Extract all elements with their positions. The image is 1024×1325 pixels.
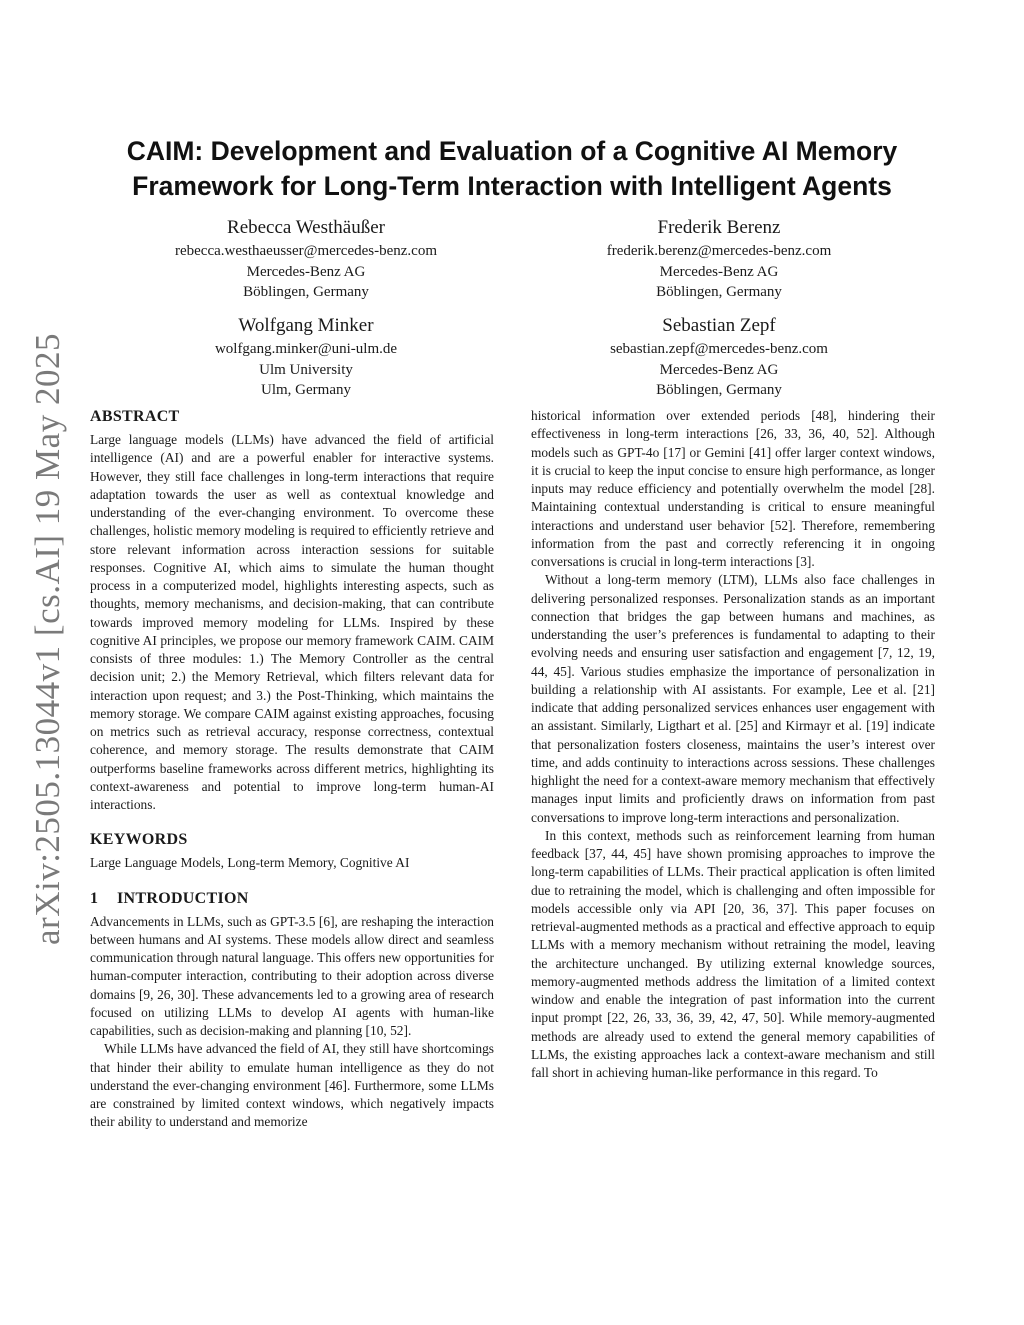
intro-paragraph: While LLMs have advanced the field of AI, they still have shortcomings that hinder their ability to emulate human intelligence as they do not understand the ever-changing environment [46]. Furthermore, some LLMs are constrained by limited context windows, which negatively impacts their ability to understand and memorize xyxy=(90,1041,494,1130)
keywords-text: Large Language Models, Long-term Memory, Cognitive AI xyxy=(90,855,410,871)
author-affiliation: Mercedes-Benz AG xyxy=(659,361,779,378)
author-location: Böblingen, Germany xyxy=(656,284,782,300)
author-email[interactable]: frederik.berenz@mercedes-benz.com xyxy=(606,243,832,259)
author-name: Sebastian Zepf xyxy=(662,315,776,336)
intro-paragraph: Advancements in LLMs, such as GPT-3.5 [6], are reshaping the interaction between humans and AI systems. These models allow direct and seamless communication through natural language. This offers new opportunities for human-computer interaction, contributing to their adoption across diverse domains [9, 26, 30]. These advancements led to a growing area of research focused on utilizing LLMs to develop AI agents with human-like capabilities, such as decision-making and planning [10, 52]. xyxy=(90,913,494,1038)
author-name: Frederik Berenz xyxy=(657,217,781,238)
body-paragraph: In this context, methods such as reinforcement learning from human feedback [37, 44, 45] have shown promising approaches to improve the long-term capabilities of LLMs. Their practical application is often limited due to retraining the model, which is challenging and often impossible for models accessible only via API [20, 36, 37]. This paper focuses on retrieval-augmented methods as a practical and effective approach to equip LLMs with a memory mechanism without retraining the model, leaving the architecture unchanged. By utilizing external knowledge sources, memory-augmented methods address the limitation of a limited context window and enable the integration of past information into the current input prompt [22, 26, 33, 36, 39, 42, 47, 50]. While memory-augmented methods are already used to extend the general memory capabilities of LLMs, the existing approaches lack a context-aware mechanism and still fall short in achieving human-like performance in this regard. To xyxy=(531,827,935,1080)
right-column xyxy=(531,407,935,1082)
author-name: Rebecca Westhäußer xyxy=(227,217,385,238)
section-title: INTRODUCTION xyxy=(117,889,249,907)
author-affiliation: Mercedes-Benz AG xyxy=(659,263,779,280)
author-email[interactable]: rebecca.westhaeusser@mercedes-benz.com xyxy=(174,243,437,259)
author-block xyxy=(91,216,521,303)
author-affiliation: Ulm University xyxy=(259,361,353,378)
author-block xyxy=(504,216,934,303)
introduction-heading xyxy=(90,889,494,909)
author-name: Wolfgang Minker xyxy=(238,315,374,336)
title-line: CAIM: Development and Evaluation of a Cognitive AI Memory xyxy=(126,136,898,166)
abstract-text: Large language models (LLMs) have advanced the field of artificial intelligence (AI) and are a powerful enabler for interactive systems. However, they still face challenges in long-term interactions that require adaptation towards the user as well as contextual knowledge and understanding of the ever-changing environment. To overcome these challenges, holistic memory modeling is required to efficiently retrieve and store relevant information across interaction sessions for suitable responses. Cognitive AI, which aims to simulate the human thought process in a computerized model, highlights interesting aspects, such as thoughts, memory mechanisms, and decision-making, that can contribute towards improved memory modeling for LLMs. Inspired by these cognitive AI principles, we propose our memory framework CAIM. CAIM consists of three modules: 1.) The Memory Controller as the central decision unit; 2.) the Memory Retrieval, which filters relevant data for interaction upon request; and 3.) the Post-Thinking, which maintains the memory storage. We compare CAIM against existing approaches, focusing on metrics such as retrieval accuracy, response correctness, contextual coherence, and memory storage. The results demonstrate that CAIM outperforms baseline frameworks across different metrics, highlighting its context-awareness and potential to improve long-term human-AI interactions. xyxy=(90,432,494,812)
author-location: Ulm, Germany xyxy=(261,382,351,398)
author-location: Böblingen, Germany xyxy=(243,284,369,300)
left-column xyxy=(90,407,494,1132)
title-line: Framework for Long-Term Interaction with Intelligent Agents xyxy=(132,171,892,201)
author-affiliation: Mercedes-Benz AG xyxy=(246,263,366,280)
author-location: Böblingen, Germany xyxy=(656,382,782,398)
paper-title xyxy=(80,134,944,204)
author-block xyxy=(504,314,934,401)
author-email[interactable]: sebastian.zepf@mercedes-benz.com xyxy=(610,341,828,357)
keywords-heading: KEYWORDS xyxy=(90,831,188,849)
arxiv-identifier: arXiv:2505.13044v1 [cs.AI] 19 May 2025 xyxy=(28,333,67,945)
author-block xyxy=(91,314,521,401)
abstract-heading: ABSTRACT xyxy=(90,408,180,425)
body-paragraph: historical information over extended periods [48], hindering their effectiveness in long-term interactions [26, 33, 36, 40, 52]. Although models such as GPT-4o [17] or Gemini [41] offer larger context windows, it is crucial to keep the input concise to ensure high performance, as longer inputs may reduce efficiency and potentially overwhelm the model [28]. Maintaining contextual understanding is critical to ensure meaningful interactions and understand user behavior [52]. Therefore, remembering information from the past and correctly referencing it in ongoing conversations is crucial in long-term interactions [3]. xyxy=(531,408,935,569)
author-email[interactable]: wolfgang.minker@uni-ulm.de xyxy=(214,341,398,357)
body-paragraph: Without a long-term memory (LTM), LLMs also face challenges in delivering personalized responses. Personalization stands as an important connection that bridges the gap between humans and machines, as understanding the user’s preferences is fundamental to adapting to their evolving needs and ensuring user satisfaction and engagement [7, 12, 19, 44, 45]. Various studies emphasize the importance of personalization in building a relationship with AI assistants. For example, Lee et al. [21] indicate that adding personalized services enhances user engagement with an assistant. Similarly, Ligthart et al. [25] and Kirmayr et al. [19] indicate that personalization fosters closeness, maintains the user’s interest over time, and adds continuity to interactions across sessions. These challenges highlight the need for a context-aware memory mechanism that effectively manages input limits and proficiently draws on information from past conversations to improve long-term interactions and personalization. xyxy=(531,572,935,825)
section-number: 1 xyxy=(90,889,99,907)
